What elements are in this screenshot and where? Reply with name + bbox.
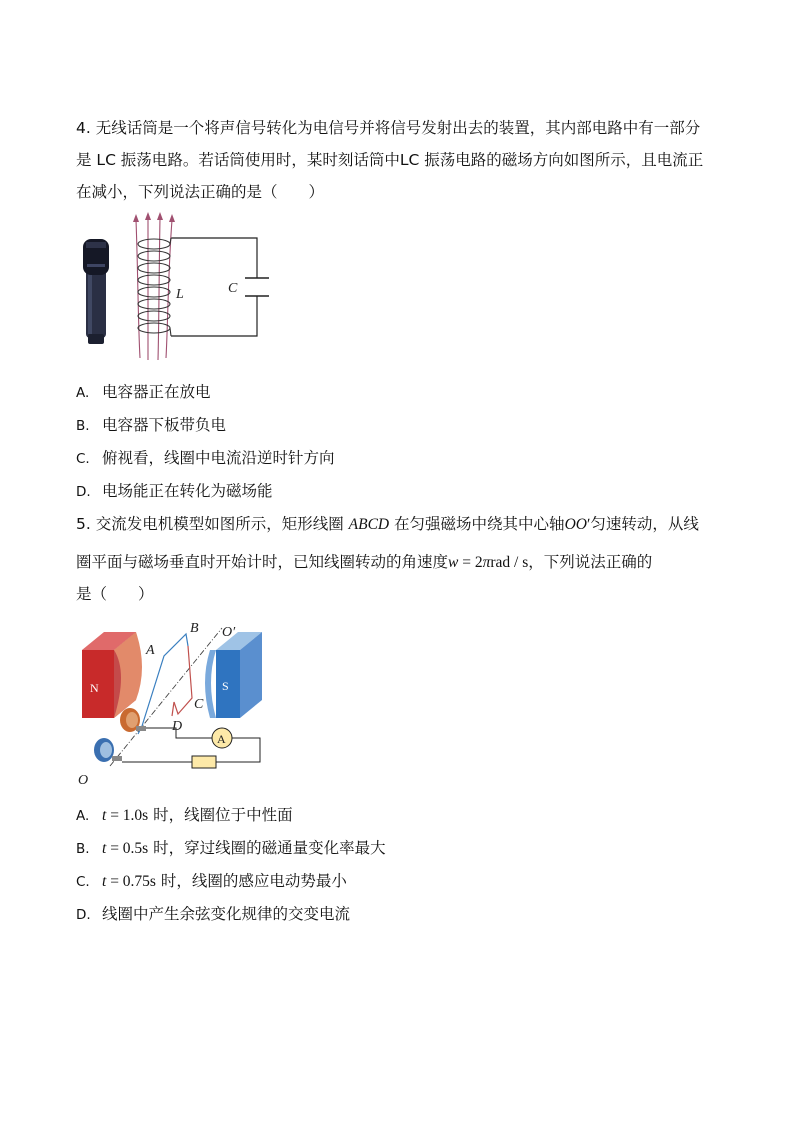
q5-option-d[interactable]: D. 线圈中产生余弦变化规律的交变电流 <box>76 905 351 923</box>
capacitor-label: C <box>228 281 238 296</box>
label-a: A <box>146 643 155 658</box>
microphone-image <box>83 239 109 344</box>
q5-stem-line-2: 圈平面与磁场垂直时开始计时，已知线圈转动的角速度w = 2πrad / s，下列说法正确的 <box>76 553 653 571</box>
q5-stem-line-1: 5. 交流发电机模型如图所示，矩形线圈 ABCD 在匀强磁场中绕其中心轴OOʹ匀速转动，从线 <box>76 515 699 533</box>
label-d: D <box>172 719 183 734</box>
north-magnet <box>82 632 142 718</box>
q4-stem-line-1: 4. 无线话筒是一个将声信号转化为电信号并将信号发射出去的装置，其内部电路中有一部分 <box>76 119 701 137</box>
q5-option-a[interactable]: A. t = 1.0s 时，线圈位于中性面 <box>76 806 293 824</box>
label-o: O <box>78 773 89 788</box>
q5-option-c[interactable]: C. t = 0.75s 时，线圈的感应电动势最小 <box>76 872 347 890</box>
q4-stem-line-3: 在减小，下列说法正确的是（ ） <box>76 183 325 201</box>
inductor-coil <box>138 238 171 336</box>
q5-option-b[interactable]: B. t = 0.5s 时，穿过线圈的磁通量变化率最大 <box>76 839 386 857</box>
q5-stem-line-3: 是（ ） <box>76 585 154 603</box>
resistor-icon <box>192 756 216 768</box>
q4-option-c[interactable]: C. 俯视看，线圈中电流沿逆时针方向 <box>76 449 335 467</box>
field-arrow-icon <box>133 212 175 222</box>
label-c: C <box>194 697 204 712</box>
inductor-label: L <box>176 287 184 302</box>
q4-option-a[interactable]: A. 电容器正在放电 <box>76 383 211 401</box>
q5-figure <box>76 616 272 790</box>
svg-text:N: N <box>90 681 99 695</box>
svg-text:A: A <box>217 732 226 746</box>
svg-text:S: S <box>222 679 229 693</box>
q4-figure <box>76 212 286 364</box>
q4-stem-line-2: 是 LC 振荡电路。若话筒使用时，某时刻话筒中LC 振荡电路的磁场方向如图所示，且电流正 <box>76 151 704 169</box>
south-magnet <box>205 632 262 718</box>
q4-option-d[interactable]: D. 电场能正在转化为磁场能 <box>76 482 273 500</box>
q4-option-b[interactable]: B. 电容器下板带负电 <box>76 416 227 434</box>
label-o-prime: O′ <box>222 625 236 640</box>
label-b: B <box>190 621 199 636</box>
